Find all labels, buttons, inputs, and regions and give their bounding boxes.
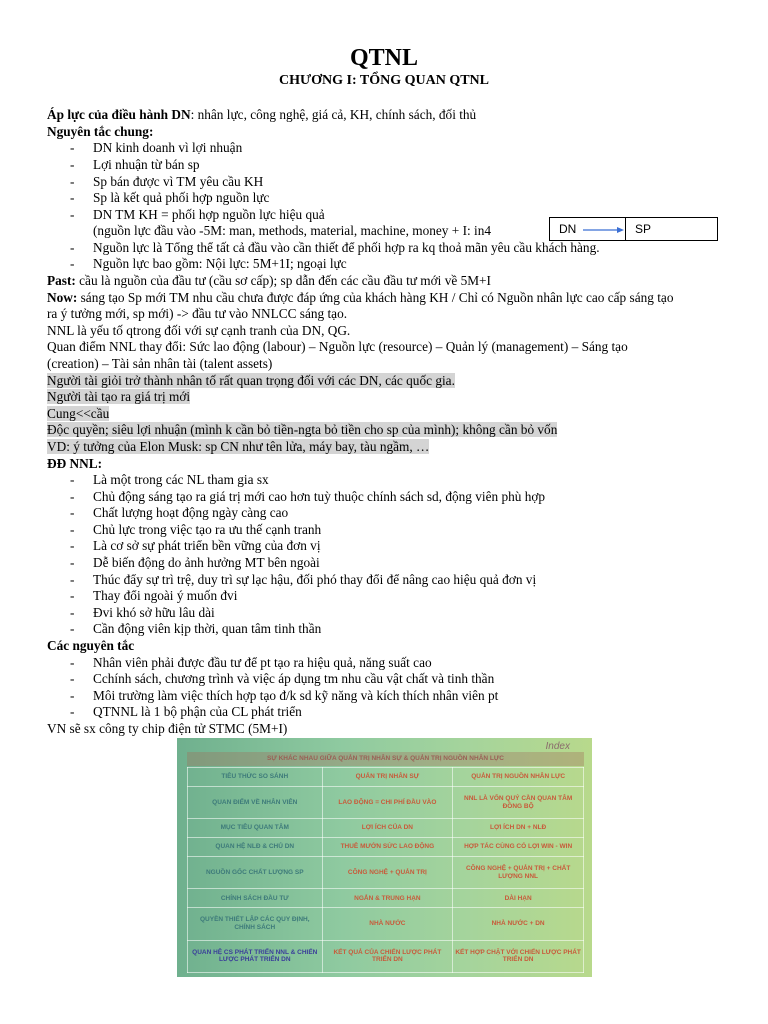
bullet-marker: - — [70, 671, 75, 686]
table-row — [188, 786, 584, 818]
table-cell: QUAN ĐIỂM VỀ NHÂN VIÊN — [188, 786, 323, 818]
highlighted-text: Người tài tạo ra giá trị mới — [47, 389, 191, 404]
table-cell: TIÊU THỨC SO SÁNH — [188, 768, 323, 787]
table-cell: QUẢN TRỊ NHÂN SỰ — [322, 768, 453, 787]
chapter-title: CHƯƠNG I: TỔNG QUAN QTNL — [278, 73, 489, 88]
table-cell: QUYỀN THIẾT LẬP CÁC QUY ĐỊNH, CHÍNH SÁCH — [188, 908, 323, 940]
bullet-marker: - — [70, 538, 75, 553]
highlighted-line — [47, 406, 109, 423]
table-cell: MỤC TIÊU QUAN TÂM — [188, 819, 323, 838]
table-row — [188, 940, 584, 972]
bullet-marker: - — [70, 572, 75, 587]
table-cell: HỢP TÁC CÙNG CÓ LỢI WIN - WIN — [453, 838, 584, 857]
list-item: Cần động viên kịp thời, quan tâm tinh thần — [93, 621, 322, 636]
list-item: Sp bán được vì TM yêu cầu KH — [93, 174, 264, 189]
list-item: Lợi nhuận từ bán sp — [93, 157, 200, 172]
nguyen-tac-chung-heading — [47, 124, 153, 141]
past-text: cầu là nguồn của đầu tư (cầu sơ cấp); sp dẫn đến các cầu đầu tư mới về 5M+I — [75, 273, 491, 288]
ap-luc-text: : nhân lực, công nghệ, giá cả, KH, chính sách, đối thủ — [190, 107, 477, 122]
flow-diagram — [549, 217, 718, 241]
table-row — [188, 908, 584, 940]
table-cell: KẾT QUẢ CỦA CHIẾN LƯỢC PHÁT TRIỂN DN — [322, 940, 453, 972]
list-item: Chủ động sáng tạo ra giá trị mới cao hơn tuỳ thuộc chính sách sd, động viên phù hợp — [93, 489, 546, 504]
bullet-marker: - — [70, 157, 75, 172]
list-sub-item: (nguồn lực đầu vào -5M: man, methods, material, machine, money + I: in4 — [93, 223, 492, 238]
table-cell: NGUỒN GỐC CHẤT LƯỢNG SP — [188, 856, 323, 888]
list-item: Nguồn lực là Tổng thể tất cả đầu vào cần thiết để phối hợp ra kq thoả mãn yêu cầu khách hàng. — [93, 240, 600, 255]
table-cell: QUẢN TRỊ NGUỒN NHÂN LỰC — [453, 768, 584, 787]
list-item: Nguồn lực bao gồm: Nội lực: 5M+1I; ngoại lực — [93, 256, 347, 271]
flow-to-label: SP — [635, 222, 652, 236]
list-item: Chất lượng hoạt động ngày càng cao — [93, 505, 289, 520]
table-cell: DÀI HẠN — [453, 889, 584, 908]
paragraph: Quan điểm NNL thay đổi: Sức lao động (labour) – Nguồn lực (resource) – Quản lý (management) – Sáng tạo — [47, 339, 628, 354]
paragraph: NNL là yếu tố qtrong đối với sự cạnh tranh của DN, QG. — [47, 323, 351, 338]
table-cell: QUAN HỆ NLĐ & CHỦ DN — [188, 838, 323, 857]
table-cell: NNL LÀ VỐN QUÝ CẦN QUAN TÂM ĐỒNG BỘ — [453, 786, 584, 818]
table-row — [188, 819, 584, 838]
list-item: DN kinh doanh vì lợi nhuận — [93, 140, 243, 155]
page-title: QTNL — [349, 45, 418, 71]
list-item: Thay đổi ngoài ý muốn đvi — [93, 588, 238, 603]
table-cell: LỢI ÍCH DN + NLĐ — [453, 819, 584, 838]
bullet-marker: - — [70, 240, 75, 255]
past-label: Past: — [47, 273, 76, 288]
bullet-marker: - — [70, 588, 75, 603]
highlighted-text: Cung<<cầu — [47, 406, 110, 421]
comparison-table — [187, 767, 584, 973]
bullet-marker: - — [70, 207, 75, 222]
list-item: Cchính sách, chương trình và việc áp dụng tm nhu cầu vật chất và tinh thần — [93, 671, 495, 686]
table-row — [188, 838, 584, 857]
highlighted-text: Độc quyền; siêu lợi nhuận (mình k cần bỏ tiền-ngta bỏ tiền cho sp của mình); không cần bỏ vốn — [47, 422, 558, 437]
table-cell: LỢI ÍCH CỦA DN — [322, 819, 453, 838]
table-row — [188, 856, 584, 888]
highlighted-text: VD: ý tưởng của Elon Musk: sp CN như tên lửa, máy bay, tàu ngầm, … — [47, 439, 430, 454]
past-line — [47, 273, 491, 290]
list-item: Sp là kết quả phối hợp nguồn lực — [93, 190, 270, 205]
photo-header: SỰ KHÁC NHAU GIỮA QUẢN TRỊ NHÂN SỰ & QUẢN TRỊ NGUỒN NHÂN LỰC — [187, 752, 584, 766]
table-cell: NHÀ NƯỚC + DN — [453, 908, 584, 940]
ap-luc-label: Áp lực của điều hành DN — [47, 107, 191, 122]
comparison-table-photo — [177, 738, 592, 977]
bullet-marker: - — [70, 688, 75, 703]
bullet-marker: - — [70, 505, 75, 520]
list-item: Dễ biến động do ảnh hưởng MT bên ngoài — [93, 555, 320, 570]
list-item: QTNNL là 1 bộ phận của CL phát triển — [93, 704, 302, 719]
table-cell: NGẮN & TRUNG HẠN — [322, 889, 453, 908]
flow-arrow-icon — [550, 218, 719, 242]
dd-nnl-heading-text: ĐĐ NNL: — [47, 456, 103, 471]
bullet-marker: - — [70, 605, 75, 620]
now-line-2: ra ý tưởng mới, sp mới) -> đầu tư vào NNLCC sáng tạo. — [47, 306, 348, 321]
bullet-marker: - — [70, 472, 75, 487]
highlighted-line — [47, 422, 557, 439]
table-cell: CÔNG NGHỆ + QUẢN TRỊ + CHẤT LƯỢNG NNL — [453, 856, 584, 888]
bullet-marker: - — [70, 190, 75, 205]
list-item: Thúc đẩy sự trì trệ, duy trì sự lạc hậu, đối phó thay đổi để nâng cao hiệu quả đơn vị — [93, 572, 537, 587]
bullet-marker: - — [70, 655, 75, 670]
table-cell: CHÍNH SÁCH ĐẦU TƯ — [188, 889, 323, 908]
list-item: Đvi khó sở hữu lâu dài — [93, 605, 215, 620]
photo-brand: Index — [545, 741, 570, 752]
table-cell: LAO ĐỘNG = CHI PHÍ ĐẦU VÀO — [322, 786, 453, 818]
list-item: Môi trường làm việc thích hợp tạo đ/k sd kỹ năng và kích thích nhân viên pt — [93, 688, 499, 703]
closing-line: VN sẽ sx công ty chip điện tử STMC (5M+I) — [47, 721, 288, 736]
list-item: Chủ lực trong việc tạo ra ưu thế cạnh tranh — [93, 522, 322, 537]
highlighted-line — [47, 373, 455, 390]
bullet-marker: - — [70, 489, 75, 504]
highlighted-text: Người tài giỏi trở thành nhân tố rất quan trọng đối với các DN, các quốc gia. — [47, 373, 455, 388]
list-item: Là một trong các NL tham gia sx — [93, 472, 269, 487]
table-row — [188, 889, 584, 908]
now-text: sáng tạo Sp mới TM nhu cầu chưa được đáp ứng của khách hàng KH / Chỉ có Nguồn nhân lực cao cấp sáng tạo — [77, 290, 674, 305]
now-label: Now: — [47, 290, 78, 305]
ap-luc-line — [47, 107, 476, 124]
flow-from-label: DN — [559, 222, 577, 236]
cac-nguyen-tac-heading — [47, 638, 134, 655]
table-cell: KẾT HỢP CHẶT VỚI CHIẾN LƯỢC PHÁT TRIỂN DN — [453, 940, 584, 972]
bullet-marker: - — [70, 621, 75, 636]
bullet-marker: - — [70, 522, 75, 537]
table-row — [188, 768, 584, 787]
list-item: Nhân viên phải được đầu tư để pt tạo ra hiệu quả, năng suất cao — [93, 655, 432, 670]
dd-nnl-heading — [47, 456, 102, 473]
nguyen-tac-chung-heading-text: Nguyên tắc chung: — [47, 124, 154, 139]
list-item: Là cơ sở sự phát triển bền vững của đơn vị — [93, 538, 321, 553]
table-cell: CÔNG NGHỆ + QUẢN TRỊ — [322, 856, 453, 888]
table-cell: THUÊ MƯỚN SỨC LAO ĐỘNG — [322, 838, 453, 857]
bullet-marker: - — [70, 704, 75, 719]
paragraph: (creation) – Tài sản nhân tài (talent assets) — [47, 356, 273, 371]
list-item: DN TM KH = phối hợp nguồn lực hiệu quả — [93, 207, 325, 222]
now-line — [47, 290, 673, 307]
bullet-marker: - — [70, 174, 75, 189]
bullet-marker: - — [70, 555, 75, 570]
table-cell: NHÀ NƯỚC — [322, 908, 453, 940]
highlighted-line — [47, 389, 190, 406]
bullet-marker: - — [70, 140, 75, 155]
highlighted-line — [47, 439, 429, 456]
bullet-marker: - — [70, 256, 75, 271]
table-cell: QUAN HỆ CS PHÁT TRIỂN NNL & CHIẾN LƯỢC PHÁT TRIỂN DN — [188, 940, 323, 972]
cac-nguyen-tac-heading-text: Các nguyên tắc — [47, 638, 135, 653]
